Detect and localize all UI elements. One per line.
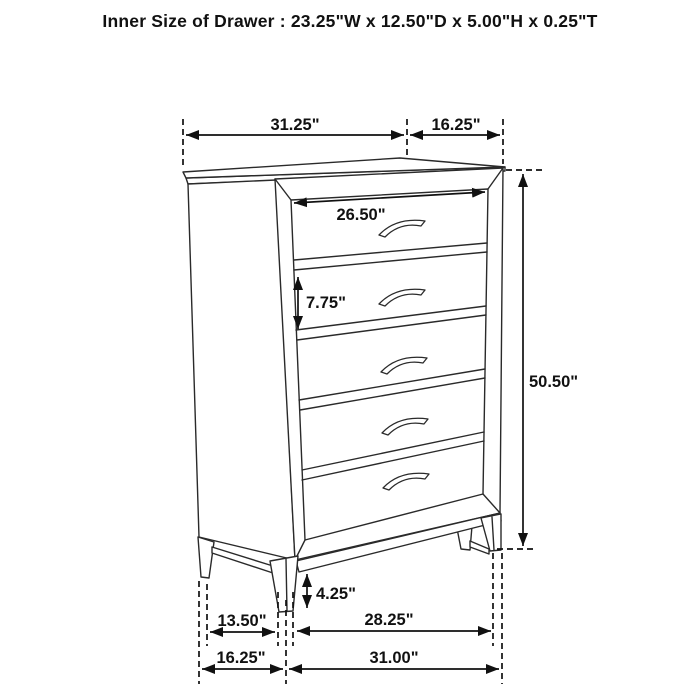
dim-drawer-width-label: 26.50" — [336, 206, 386, 224]
dim-base-width — [289, 649, 499, 669]
diagram-title: Inner Size of Drawer : 23.25"W x 12.50"D x 5.00"H x 0.25"T — [102, 11, 598, 31]
chest-drawing-group — [183, 158, 505, 612]
dim-top-width — [186, 116, 404, 135]
chest-front-right-leg — [481, 514, 501, 551]
dim-base-width-inner — [297, 611, 491, 631]
dim-overall-height-label: 50.50" — [529, 373, 579, 391]
dim-base-depth-label: 16.25" — [216, 649, 266, 667]
dim-top-width-label: 31.25" — [270, 116, 320, 134]
dim-overall-height — [523, 174, 578, 546]
dim-drawer-height-label: 7.75" — [306, 294, 346, 312]
dim-base-depth — [202, 649, 283, 669]
dim-base-depth-inner — [210, 612, 275, 632]
dim-base-depth-inner-label: 13.50" — [217, 612, 267, 630]
dim-base-width-label: 31.00" — [369, 649, 419, 667]
dim-base-width-inner-label: 28.25" — [364, 611, 414, 629]
dim-top-depth — [410, 116, 500, 135]
dim-leg-height-label: 4.25" — [316, 585, 356, 603]
dim-top-depth-label: 16.25" — [431, 116, 481, 134]
dim-leg-height — [307, 574, 356, 608]
